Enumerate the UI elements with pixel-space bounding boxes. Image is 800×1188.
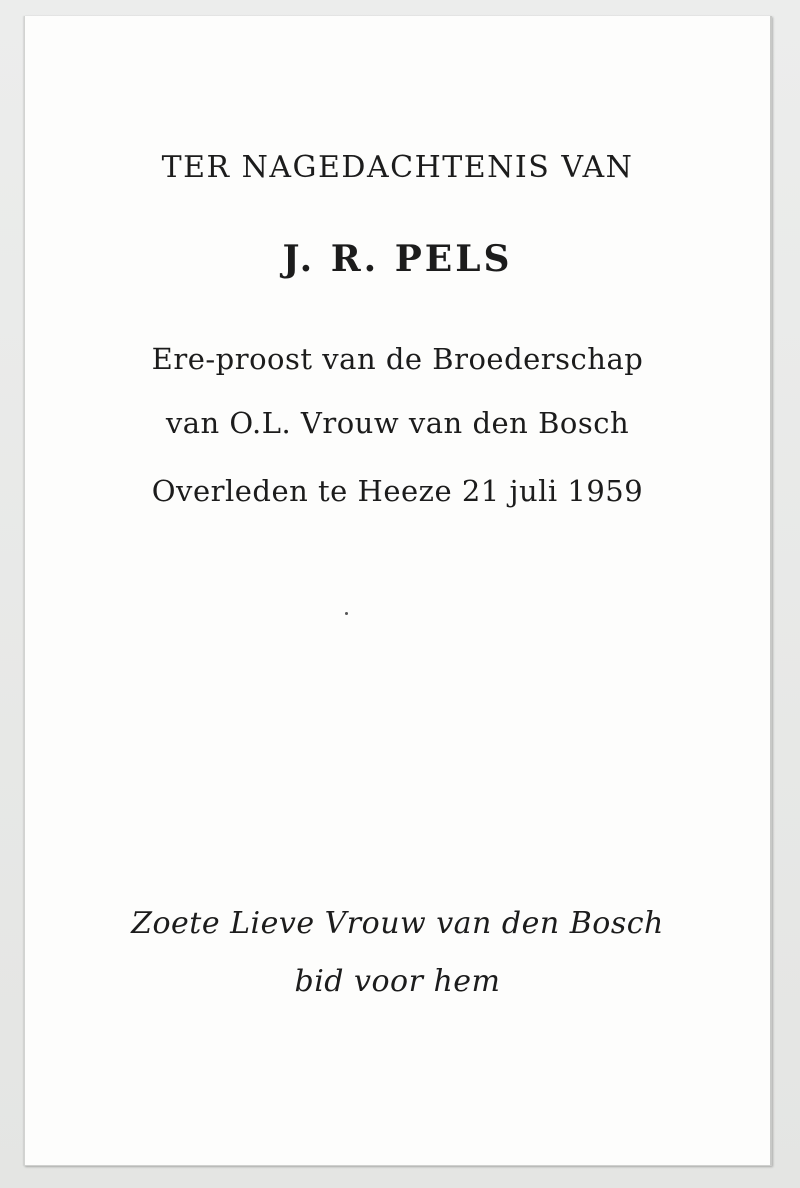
title-line-1: Ere-proost van de Broederschap (151, 342, 644, 376)
deceased-name: J. R. PELS (282, 238, 513, 280)
memorial-card (24, 16, 772, 1166)
card-heading: TER NAGEDACHTENIS VAN (161, 150, 634, 185)
prayer-line-2: bid voor hem (294, 964, 501, 999)
paper-speck (345, 612, 348, 615)
death-date-line: Overleden te Heeze 21 juli 1959 (151, 474, 644, 508)
title-line-2: van O.L. Vrouw van den Bosch (165, 406, 630, 440)
prayer-line-1: Zoete Lieve Vrouw van den Bosch (131, 906, 664, 941)
